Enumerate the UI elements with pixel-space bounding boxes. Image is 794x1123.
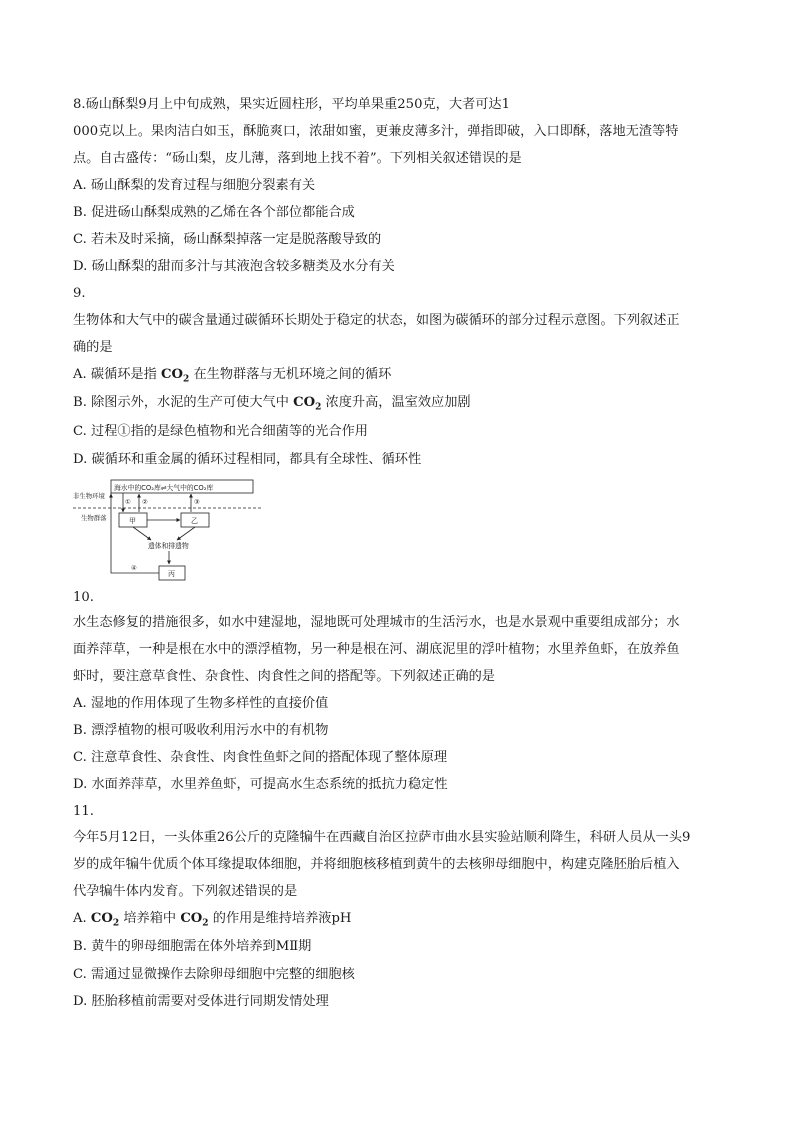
q10-stem-line-2: 面养萍草，一种是根在水中的漂浮植物，另一种是根在河、湖底泥里的浮叶植物；水里养鱼虾，在放养鱼	[73, 642, 680, 657]
q11-stem-line-2: 岁的成年犏牛优质个体耳缘提取体细胞，并将细胞核移植到黄牛的去核卵母细胞中，构建克隆胚胎后植入	[73, 857, 680, 872]
q11-number: 11.	[73, 804, 94, 819]
co2-pool-text: 海水中的CO₂库⇌大气中的CO₂库	[114, 484, 214, 492]
q9-option-a	[73, 366, 723, 389]
text-yi: 乙	[191, 517, 198, 525]
label-1: ①	[125, 498, 131, 506]
q10-option-d: D. 水面养萍草，水里养鱼虾，可提高水生态系统的抵抗力稳定性	[73, 777, 448, 792]
q10-option-c: C. 注意草食性、杂食性、肉食性鱼虾之间的搭配体现了整体原理	[73, 750, 448, 765]
q10-number: 10.	[73, 590, 94, 605]
q9-option-b-text-1: B. 除图示外，水泥的生产可使大气中	[73, 395, 294, 410]
q11-option-a-text-1: A.	[73, 911, 91, 926]
q8-option-b: B. 促进砀山酥梨成熟的乙烯在各个部位都能合成	[73, 205, 355, 220]
q11-stem-line-3: 代孕犏牛体内发育。下列叙述错误的是	[73, 884, 298, 899]
q11-option-d: D. 胚胎移植前需要对受体进行同期发情处理	[73, 994, 329, 1009]
q11-option-c: C. 需通过显微操作去除卵母细胞中完整的细胞核	[73, 967, 355, 982]
q11-option-a	[73, 910, 723, 933]
q10-stem-line-3: 虾时，要注意草食性、杂食性、肉食性之间的搭配等。下列叙述正确的是	[73, 669, 495, 684]
q11-stem-line-1: 今年5月12日，一头体重26公斤的克隆犏牛在西藏自治区拉萨市曲水县实验站顺利降生，科研人员从一头9	[73, 830, 691, 845]
co2-formula: $CO_2$	[180, 911, 209, 929]
co2-formula: $CO_2$	[161, 367, 190, 385]
carbon-cycle-diagram	[73, 478, 273, 583]
q8-option-d: D. 砀山酥梨的甜而多汁与其液泡含较多糖类及水分有关	[73, 259, 395, 274]
co2-formula: $CO_2$	[90, 911, 120, 929]
arrow-jia-waste	[133, 527, 151, 540]
label-4: ④	[131, 564, 137, 572]
co2-formula: $CO_2$	[293, 395, 322, 413]
q9-option-c: C. 过程①指的是绿色植物和光合细菌等的光合作用	[73, 424, 368, 439]
q9-number: 9.	[73, 286, 86, 301]
abiotic-label: 非生物环境	[73, 492, 105, 500]
text-bing: 丙	[168, 570, 175, 578]
q11-option-b: B. 黄牛的卵母细胞需在体外培养到MⅡ期	[73, 939, 312, 954]
q8-option-c: C. 若未及时采摘，砀山酥梨掉落一定是脱落酸导致的	[73, 232, 382, 247]
text-jia: 甲	[129, 517, 136, 525]
q8-stem-line-3: 点。自古盛传：“砀山梨，皮儿薄，落到地上找不着”。下列相关叙述错误的是	[73, 151, 522, 166]
q10-option-b: B. 漂浮植物的根可吸收利用污水中的有机物	[73, 723, 329, 738]
q8-stem-line-2: 000克以上。果肉洁白如玉，酥脆爽口，浓甜如蜜，更兼皮薄多汁，弹指即破，入口即酥，落地无渣等特	[73, 124, 679, 139]
arrow-4-line	[111, 493, 159, 573]
text-waste: 遗体和排遗物	[148, 542, 189, 550]
q9-stem-line-1: 生物体和大气中的碳含量通过碳循环长期处于稳定的状态，如图为碳循环的部分过程示意图。下列叙述正	[73, 313, 680, 328]
q9-option-b	[73, 394, 723, 417]
q9-option-a-text-2: 在生物群落与无机环境之间的循环	[189, 367, 392, 382]
q10-stem-line-1: 水生态修复的措施很多，如水中建湿地，湿地既可处理城市的生活污水，也是水景观中重要组成部分；水	[73, 615, 680, 630]
biotic-label: 生物群落	[81, 514, 107, 522]
q8-option-a: A. 砀山酥梨的发育过程与细胞分裂素有关	[73, 178, 316, 193]
q11-option-a-text-3: 的作用是维持培养液pH	[208, 911, 352, 926]
q9-stem-line-2: 确的是	[73, 340, 113, 355]
label-3: ③	[194, 498, 200, 506]
q11-option-a-text-2: 培养箱中	[119, 911, 181, 926]
label-2: ②	[142, 498, 148, 506]
q8-stem-line-1: 8.砀山酥梨9月上中旬成熟，果实近圆柱形，平均单果重250克，大者可达1	[73, 97, 510, 112]
q9-option-b-text-2: 浓度升高，温室效应加剧	[321, 395, 471, 410]
q10-option-a: A. 湿地的作用体现了生物多样性的直接价值	[73, 696, 329, 711]
arrow-yi-waste	[177, 527, 195, 540]
q9-option-a-text-1: A. 碳循环是指	[73, 367, 162, 382]
q9-option-d: D. 碳循环和重金属的循环过程相同，都具有全球性、循环性	[73, 452, 422, 467]
